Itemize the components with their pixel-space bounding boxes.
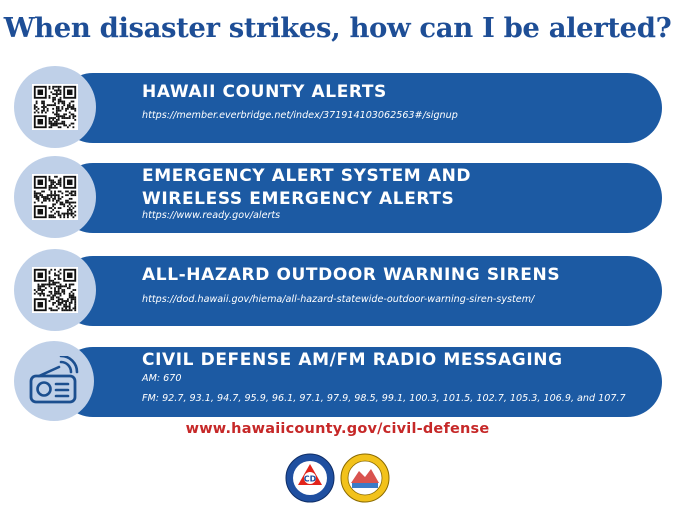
qr-circle bbox=[14, 156, 96, 238]
page-title: When disaster strikes, how can I be alerted? bbox=[3, 12, 672, 44]
siren-link[interactable]: https://dod.hawaii.gov/hiema/all-hazard-statewide-outdoor-warning-siren-system/ bbox=[142, 294, 535, 305]
alert-card-sirens bbox=[14, 249, 662, 331]
alert-card-eas-wea bbox=[14, 156, 662, 238]
card-title-line-2: WIRELESS EMERGENCY ALERTS bbox=[142, 189, 455, 209]
civil-defense-website-link[interactable]: www.hawaiicounty.gov/civil-defense bbox=[185, 421, 490, 437]
am-frequency: AM: 670 bbox=[142, 373, 182, 384]
qr-circle bbox=[14, 66, 96, 148]
fm-frequencies: FM: 92.7, 93.1, 94.7, 95.9, 96.1, 97.1, 97.9, 98.5, 99.1, 100.3, 101.5, 102.7, 105.3, 106.9, and 107.7 bbox=[142, 393, 626, 404]
hawaii-county-civil-defense-seal bbox=[285, 453, 335, 503]
qr-code-icon[interactable] bbox=[32, 174, 78, 220]
alert-card-radio bbox=[14, 341, 662, 421]
ready-gov-link[interactable]: https://www.ready.gov/alerts bbox=[142, 210, 281, 221]
card-title: HAWAII COUNTY ALERTS bbox=[142, 82, 387, 102]
card-bar bbox=[58, 347, 662, 417]
card-title-line-1: EMERGENCY ALERT SYSTEM AND bbox=[142, 166, 472, 186]
card-title: CIVIL DEFENSE AM/FM RADIO MESSAGING bbox=[142, 350, 563, 370]
svg-text:CD: CD bbox=[303, 474, 317, 484]
qr-code-icon[interactable] bbox=[32, 84, 78, 130]
card-bar bbox=[58, 73, 662, 143]
card-title: ALL-HAZARD OUTDOOR WARNING SIRENS bbox=[142, 265, 561, 285]
qr-code-icon[interactable] bbox=[32, 267, 78, 313]
signup-link[interactable]: https://member.everbridge.net/index/371914103062563#/signup bbox=[142, 110, 458, 121]
radio-icon bbox=[25, 356, 83, 406]
qr-circle bbox=[14, 249, 96, 331]
card-bar bbox=[58, 256, 662, 326]
card-bar bbox=[58, 163, 662, 233]
alert-card-hawaii-county bbox=[14, 66, 662, 148]
radio-circle bbox=[14, 341, 94, 421]
county-of-hawaii-seal bbox=[340, 453, 390, 503]
